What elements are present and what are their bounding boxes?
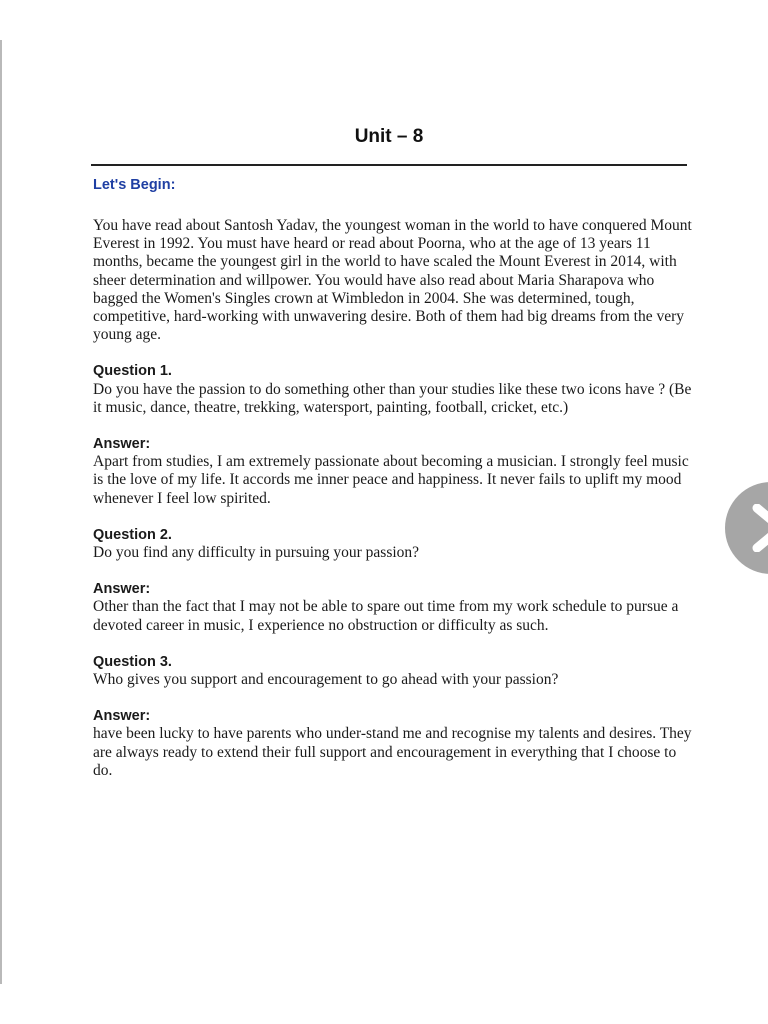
- answer-block-1: [93, 435, 693, 508]
- chevron-right-icon: [751, 504, 768, 552]
- answer-text: Other than the fact that I may not be able to spare out time from my work schedule to pursue a devoted career in music, I experience no obstruction or difficulty as such.: [93, 598, 679, 634]
- question-label: Question 1.: [93, 363, 172, 380]
- answer-label: Answer:: [93, 708, 151, 725]
- section-heading: Let's Begin:: [93, 177, 176, 193]
- question-block-2: [93, 526, 693, 562]
- answer-text: have been lucky to have parents who under-stand me and recognise my talents and desires. They are always ready to extend their full support and encouragement in everything that I choose to do.: [93, 725, 692, 779]
- question-text: Do you find any difficulty in pursuing your passion?: [93, 544, 420, 562]
- answer-label: Answer:: [93, 436, 151, 453]
- next-page-button[interactable]: [725, 482, 768, 574]
- answer-block-2: [93, 580, 693, 635]
- question-text: Do you have the passion to do something other than your studies like these two icons have ? (Be it music, dance, theatre, trekking, watersport, painting, football, cricket, etc.): [93, 380, 692, 416]
- answer-block-3: [93, 707, 693, 780]
- page-left-border: [0, 40, 2, 984]
- question-label: Question 2.: [93, 526, 172, 543]
- document-body: [93, 217, 693, 798]
- intro-paragraph: You have read about Santosh Yadav, the youngest woman in the world to have conquered Mount Everest in 1992. You must have heard or read about Poorna, who at the age of 13 years 11 months, became the youngest girl in the world to have scaled the Mount Everest in 2014, with sheer determination and willpower. You would have also read about Maria Sharapova who bagged the Women's Singles crown at Wimbledon in 2004. She was determined, tough, competitive, hard-working with unwavering desire. Both of them had big dreams from the very young age.: [93, 217, 692, 344]
- question-text: Who gives you support and encouragement to go ahead with your passion?: [93, 671, 559, 689]
- question-block-3: [93, 653, 693, 689]
- question-block-1: [93, 362, 693, 417]
- page-title: Unit – 8: [354, 126, 424, 147]
- title-divider: [91, 164, 687, 166]
- question-label: Question 3.: [93, 653, 172, 670]
- answer-text: Apart from studies, I am extremely passionate about becoming a musician. I strongly feel music is the love of my life. It accords me inner peace and happiness. It never fails to uplift my mood whenever I feel low spirited.: [93, 453, 689, 507]
- answer-label: Answer:: [93, 581, 151, 598]
